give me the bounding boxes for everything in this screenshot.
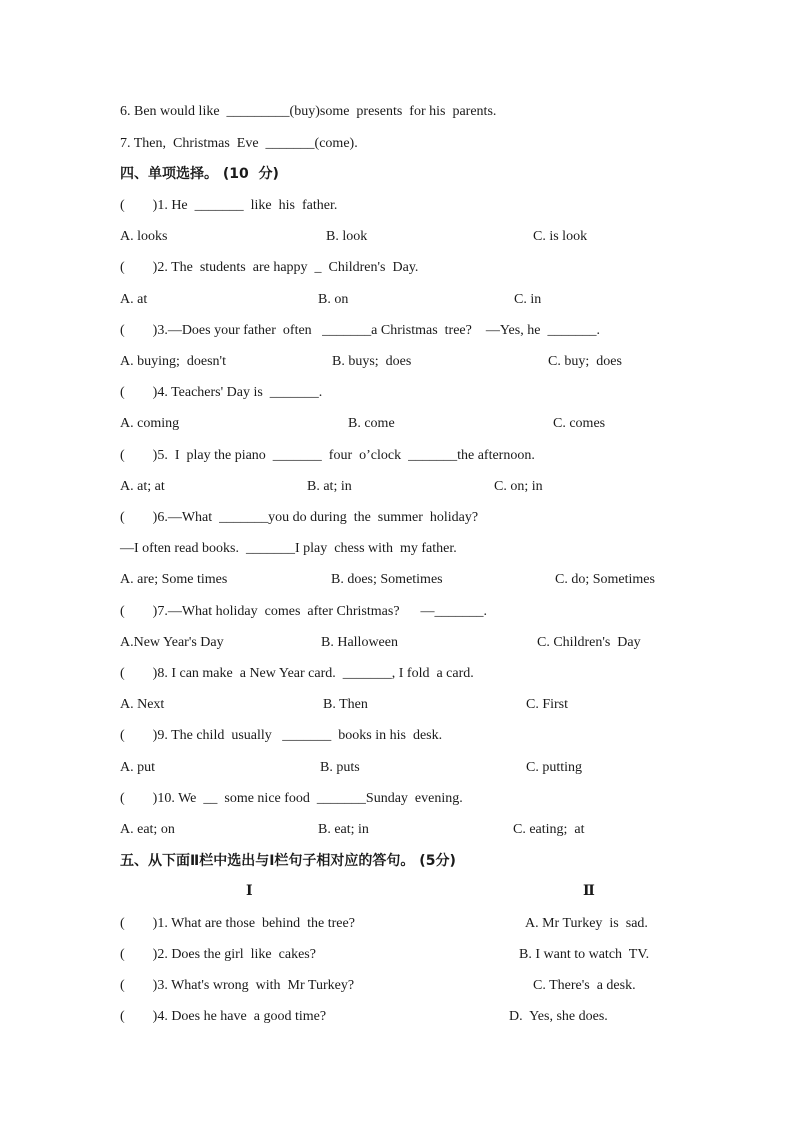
q3-stem: ( )3.—Does your father often _______a Christmas tree? —Yes, he _______.: [120, 323, 600, 338]
q8-stem: ( )8. I can make a New Year card. _______, I fold a card.: [120, 666, 474, 681]
q10-option-b: B. eat; in: [318, 822, 369, 837]
q3-option-b: B. buys; does: [332, 354, 412, 369]
q4-option-b: B. come: [348, 416, 395, 431]
column-1-label: Ⅰ: [246, 884, 253, 899]
q8-option-a: A. Next: [120, 697, 165, 712]
q9-option-a: A. put: [120, 760, 155, 775]
match-row-3-left: ( )3. What's wrong with Mr Turkey?: [120, 978, 355, 993]
q8-option-b: B. Then: [323, 697, 368, 712]
match-row-1-right: A. Mr Turkey is sad.: [525, 916, 648, 931]
q9-option-b: B. puts: [320, 760, 360, 775]
q2-option-b: B. on: [318, 292, 349, 307]
q7-option-b: B. Halloween: [321, 635, 398, 650]
q4-option-c: C. comes: [553, 416, 606, 431]
q10-option-a: A. eat; on: [120, 822, 175, 837]
section4-heading: 四、单项选择。 (10 分): [120, 166, 279, 182]
q2-option-c: C. in: [514, 292, 542, 307]
column-2-label: Ⅱ: [583, 884, 595, 899]
q7-option-a: A.New Year's Day: [120, 635, 224, 650]
q5-option-a: A. at; at: [120, 479, 165, 494]
q8-option-c: C. First: [526, 697, 569, 712]
match-row-2-left: ( )2. Does the girl like cakes?: [120, 947, 316, 962]
q6-stem: ( )6.—What _______you do during the summer holiday?: [120, 510, 479, 525]
q1-stem: ( )1. He _______ like his father.: [120, 198, 338, 213]
q5-option-b: B. at; in: [307, 479, 352, 494]
fill-item-7: 7. Then, Christmas Eve _______(come).: [120, 136, 358, 151]
match-row-3-right: C. There's a desk.: [533, 978, 636, 993]
q6-option-b: B. does; Sometimes: [331, 572, 443, 587]
q9-option-c: C. putting: [526, 760, 583, 775]
q4-stem: ( )4. Teachers' Day is _______.: [120, 385, 323, 400]
q2-stem: ( )2. The students are happy _ Children's Day.: [120, 260, 419, 275]
match-row-4-right: D. Yes, she does.: [509, 1009, 608, 1024]
q7-option-c: C. Children's Day: [537, 635, 641, 650]
q6-stem-reply: —I often read books. _______I play chess with my father.: [120, 541, 457, 556]
q1-option-a: A. looks: [120, 229, 168, 244]
match-row-4-left: ( )4. Does he have a good time?: [120, 1009, 327, 1024]
match-row-2-right: B. I want to watch TV.: [519, 947, 650, 962]
q1-option-c: C. is look: [533, 229, 588, 244]
q10-stem: ( )10. We __ some nice food _______Sunday evening.: [120, 791, 463, 806]
q9-stem: ( )9. The child usually _______ books in his desk.: [120, 728, 443, 743]
q6-option-c: C. do; Sometimes: [555, 572, 655, 587]
fill-item-6: 6. Ben would like _________(buy)some presents for his parents.: [120, 104, 497, 119]
q5-option-c: C. on; in: [494, 479, 543, 494]
q2-option-a: A. at: [120, 292, 148, 307]
q6-option-a: A. are; Some times: [120, 572, 228, 587]
q10-option-c: C. eating; at: [513, 822, 585, 837]
q7-stem: ( )7.—What holiday comes after Christmas? —_______.: [120, 604, 488, 619]
match-row-1-left: ( )1. What are those behind the tree?: [120, 916, 355, 931]
section5-heading: 五、从下面Ⅱ栏中选出与Ⅰ栏句子相对应的答句。 (5分): [120, 853, 456, 869]
q4-option-a: A. coming: [120, 416, 180, 431]
q3-option-a: A. buying; doesn't: [120, 354, 226, 369]
q1-option-b: B. look: [326, 229, 368, 244]
q3-option-c: C. buy; does: [548, 354, 622, 369]
q5-stem: ( )5. I play the piano _______ four o’clock _______the afternoon.: [120, 448, 535, 463]
